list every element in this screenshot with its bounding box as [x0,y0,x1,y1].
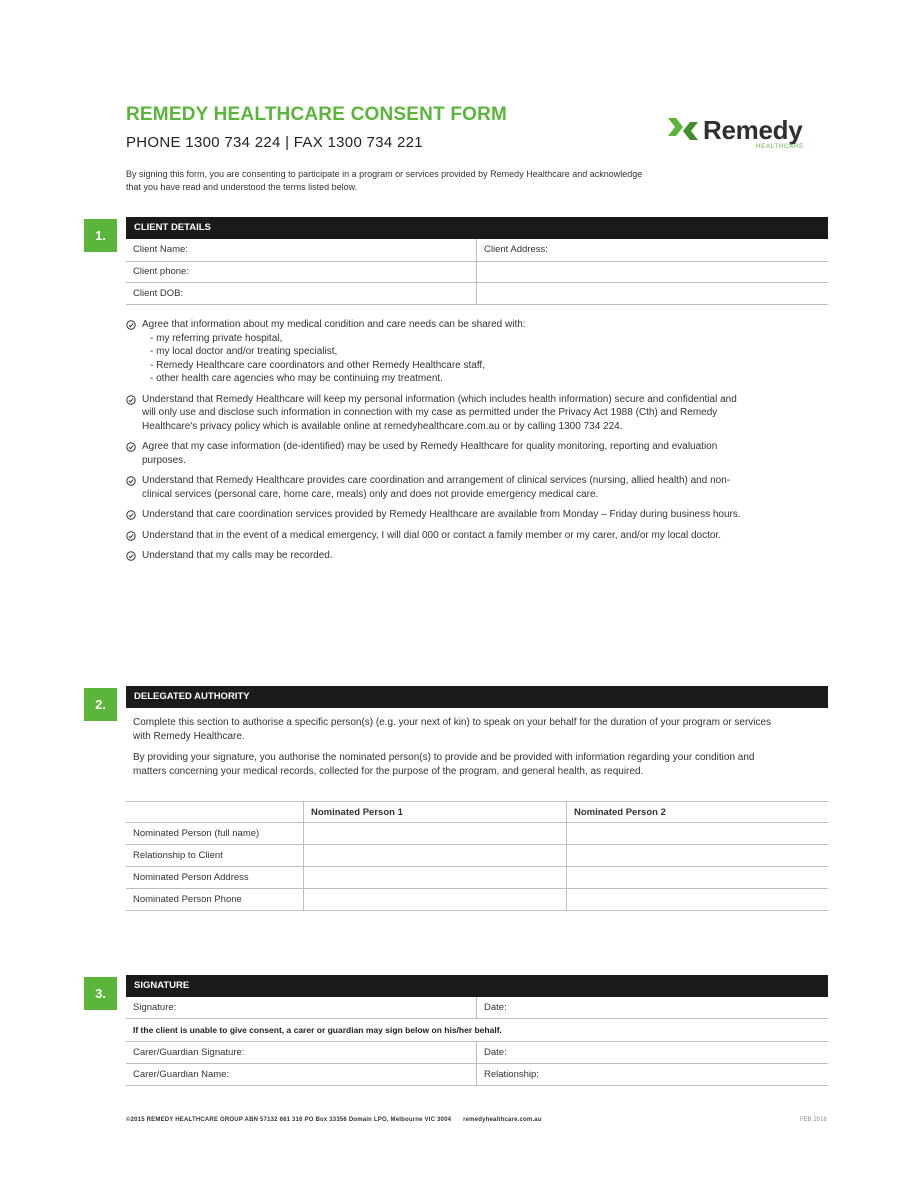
agreement-text: Understand that Remedy Healthcare provides care coordination and arrangement of clinical services (nursing, allied health) and non-clinical services (personal care, home care, meals) only and does not provide emergency medical care. [142,475,731,500]
person-1-full-name-field[interactable] [304,823,567,845]
contact-phone-fax: PHONE 1300 734 224 | FAX 1300 734 221 [126,134,423,151]
form-title: REMEDY HEALTHCARE CONSENT FORM [126,104,508,125]
person-2-relationship-field[interactable] [567,845,829,867]
check-circle-icon [126,442,136,452]
section-1-number: 1. [84,219,117,252]
person-2-phone-field[interactable] [567,889,829,911]
intro-text: By signing this form, you are consenting to participate in a program or services provided by Remedy Healthcare and acknowledge that you have read and understood the terms listed below. [126,169,643,192]
client-address-field[interactable]: Client Address: [477,239,829,261]
client-address-field-cont2[interactable] [477,282,829,304]
carer-name-field[interactable]: Carer/Guardian Name: [126,1064,477,1086]
agreement-item [126,393,746,434]
signature-table-carer [126,1041,828,1086]
agreement-subitem: - my referring private hospital, [150,332,746,346]
client-dob-field[interactable]: Client DOB: [126,282,477,304]
footer [126,1117,542,1123]
signature-field[interactable]: Signature: [126,997,477,1018]
agreement-item [126,508,746,522]
agreement-text: Agree that my case information (de-identified) may be used by Remedy Healthcare for quality monitoring, reporting and evaluation purposes. [142,441,718,466]
person-2-full-name-field[interactable] [567,823,829,845]
section-1-header: CLIENT DETAILS [126,217,828,239]
check-circle-icon [126,395,136,405]
agreement-item [126,440,746,467]
person-1-relationship-field[interactable] [304,845,567,867]
carer-relationship-field[interactable]: Relationship: [477,1064,829,1086]
agreement-item [126,529,746,543]
agreement-text: Understand that in the event of a medical emergency, I will dial 000 or contact a family member or my carer, and/or my local doctor. [142,529,721,541]
carer-signature-field[interactable]: Carer/Guardian Signature: [126,1042,477,1064]
logo-subtitle: HEALTHCARE [756,144,804,150]
client-phone-field[interactable]: Client phone: [126,261,477,282]
agreement-text: Understand that my calls may be recorded. [142,550,333,561]
remedy-logo-mark-icon [666,114,700,144]
nominated-person-1-header: Nominated Person 1 [304,802,567,823]
row-label: Relationship to Client [126,845,304,867]
nominated-persons-table [126,801,828,911]
section-3-header: SIGNATURE [126,975,828,997]
delegated-authority-para-2: By providing your signature, you authorise the nominated person(s) to provide and be provided with information regarding your condition and matters concerning your medical records, collected for the purpose of the program, and general health, as required. [133,752,755,777]
agreement-text: Understand that Remedy Healthcare will keep my personal information (which includes health information) secure and confidential and will only use and disclose such information in connection with my case as permitted under the Privacy Act 1988 (Cth) and Remedy Healthcare's privacy policy which is available online at remedyhealthcare.com.au or by calling 1300 734 224. [142,393,737,432]
table-corner [126,802,304,823]
section-2-number: 2. [84,688,117,721]
footer-form-code: FEB 2016 [800,1117,827,1123]
agreement-subitem: - other health care agencies who may be continuing my treatment. [150,372,746,386]
client-address-field-cont[interactable] [477,261,829,282]
signature-date-field[interactable]: Date: [477,997,829,1018]
agreement-text: Understand that care coordination services provided by Remedy Healthcare are available from Monday – Friday during business hours. [142,509,741,520]
person-1-address-field[interactable] [304,867,567,889]
agreement-subitem: - Remedy Healthcare care coordinators and other Remedy Healthcare staff, [150,359,746,373]
agreement-sublist [142,332,746,386]
agreement-item [126,474,746,501]
agreement-item [126,549,746,563]
delegated-authority-para-1: Complete this section to authorise a specific person(s) (e.g. your next of kin) to speak on your behalf for the duration of your program or services with Remedy Healthcare. [133,717,772,742]
row-label: Nominated Person Phone [126,889,304,911]
client-details-table [126,239,828,305]
section-2-header: DELEGATED AUTHORITY [126,686,828,708]
agreement-list [126,318,746,570]
agreement-subitem: - my local doctor and/or treating specialist, [150,345,746,359]
carer-date-field[interactable]: Date: [477,1042,829,1064]
person-1-phone-field[interactable] [304,889,567,911]
check-circle-icon [126,510,136,520]
nominated-person-2-header: Nominated Person 2 [567,802,829,823]
check-circle-icon [126,320,136,330]
remedy-logo [666,114,836,154]
check-circle-icon [126,476,136,486]
agreement-text: Agree that information about my medical condition and care needs can be shared with: [142,319,526,330]
client-name-field[interactable]: Client Name: [126,239,477,261]
check-circle-icon [126,531,136,541]
carer-note: If the client is unable to give consent, a carer or guardian may sign below on his/her behalf. [133,1025,502,1035]
row-label: Nominated Person (full name) [126,823,304,845]
check-circle-icon [126,551,136,561]
footer-company: ©2015 REMEDY HEALTHCARE GROUP ABN 57132 661 316 PO Box 33356 Domain LPO, Melbourne VIC 3004 [126,1117,452,1123]
row-label: Nominated Person Address [126,867,304,889]
section-3-number: 3. [84,977,117,1010]
person-2-address-field[interactable] [567,867,829,889]
agreement-item [126,318,746,386]
logo-wordmark: Remedy [703,115,803,145]
signature-table-top [126,997,828,1019]
footer-website[interactable]: remedyhealthcare.com.au [463,1117,542,1123]
